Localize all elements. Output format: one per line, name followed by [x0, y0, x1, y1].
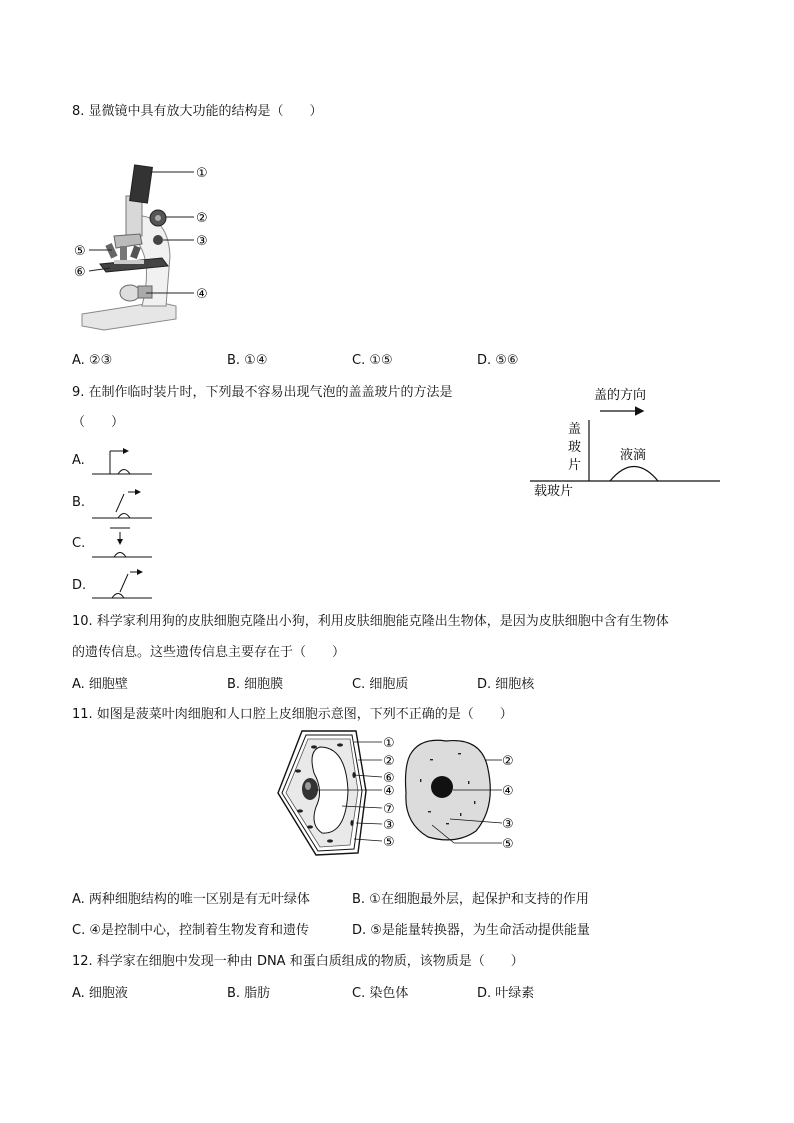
- cell-diagrams-figure: [270, 727, 530, 859]
- plant-marker-2: ②: [383, 754, 395, 769]
- q8-option-a[interactable]: A. ②③: [72, 353, 113, 368]
- animal-marker-2: ②: [502, 754, 514, 769]
- q8-option-b[interactable]: B. ①④: [227, 353, 268, 368]
- q9-option-d[interactable]: D.: [72, 578, 87, 593]
- animal-marker-5: ⑤: [502, 837, 514, 852]
- slide-label: 载玻片: [534, 484, 574, 499]
- direction-label: 盖的方向: [594, 388, 647, 403]
- q12-option-a[interactable]: A. 细胞液: [72, 986, 128, 1001]
- marker-1: ①: [196, 166, 208, 181]
- q10-stem-line1: 10. 科学家利用狗的皮肤细胞克隆出小狗，利用皮肤细胞能克隆出生物体，是因为皮肤细胞中含有生物体: [72, 614, 669, 629]
- q11-option-a[interactable]: A. 两种细胞结构的唯一区别是有无叶绿体: [72, 892, 310, 907]
- q12-option-b[interactable]: B. 脂肪: [227, 986, 271, 1001]
- coverslip-reference-figure: [520, 380, 730, 500]
- coverslip-label-2: 玻: [568, 440, 582, 455]
- marker-5: ⑤: [74, 244, 86, 259]
- q12-option-c[interactable]: C. 染色体: [352, 986, 409, 1001]
- coverslip-label-3: 片: [568, 458, 582, 473]
- q10-option-b[interactable]: B. 细胞膜: [227, 677, 284, 692]
- coverslip-label-1: 盖: [568, 422, 582, 437]
- q9-option-a[interactable]: A.: [72, 453, 85, 468]
- marker-2: ②: [196, 211, 208, 226]
- plant-marker-4: ④: [383, 784, 395, 799]
- marker-3: ③: [196, 234, 208, 249]
- plant-marker-3: ③: [383, 818, 395, 833]
- q12-option-d[interactable]: D. 叶绿素: [477, 986, 535, 1001]
- q10-option-a[interactable]: A. 细胞壁: [72, 677, 128, 692]
- q9-option-d-diagram: [90, 565, 156, 603]
- q10-option-d[interactable]: D. 细胞核: [477, 677, 535, 692]
- droplet-label: 液滴: [620, 448, 647, 463]
- marker-4: ④: [196, 287, 208, 302]
- plant-marker-5: ⑤: [383, 835, 395, 850]
- q9-option-b-diagram: [90, 484, 156, 522]
- q8-option-c[interactable]: C. ①⑤: [352, 353, 393, 368]
- q8-option-d[interactable]: D. ⑤⑥: [477, 353, 519, 368]
- q11-option-d[interactable]: D. ⑤是能量转换器，为生命活动提供能量: [352, 923, 590, 938]
- q11-option-c[interactable]: C. ④是控制中心，控制着生物发育和遗传: [72, 923, 309, 938]
- q8-stem: 8. 显微镜中具有放大功能的结构是（ ）: [72, 104, 323, 119]
- q9-option-a-diagram: [90, 443, 156, 479]
- animal-marker-4: ④: [502, 784, 514, 799]
- microscope-figure: [70, 156, 220, 338]
- q11-stem: 11. 如图是菠菜叶肉细胞和人口腔上皮细胞示意图，下列不正确的是（ ）: [72, 707, 513, 722]
- q10-stem-line2: 的遗传信息。这些遗传信息主要存在于（ ）: [72, 645, 346, 660]
- q9-option-c-diagram: [90, 524, 156, 562]
- animal-marker-3: ③: [502, 817, 514, 832]
- q9-paren: （ ）: [72, 415, 125, 430]
- plant-cell: [278, 731, 366, 855]
- q9-option-c[interactable]: C.: [72, 536, 86, 551]
- q12-stem: 12. 科学家在细胞中发现一种由 DNA 和蛋白质组成的物质，该物质是（ ）: [72, 954, 524, 969]
- plant-marker-6: ⑥: [383, 771, 395, 786]
- q9-option-b[interactable]: B.: [72, 495, 86, 510]
- marker-6: ⑥: [74, 265, 86, 280]
- plant-marker-1: ①: [383, 736, 395, 751]
- q11-option-b[interactable]: B. ①在细胞最外层，起保护和支持的作用: [352, 892, 589, 907]
- q9-stem: 9. 在制作临时装片时，下列最不容易出现气泡的盖盖玻片的方法是: [72, 385, 453, 400]
- q10-option-c[interactable]: C. 细胞质: [352, 677, 409, 692]
- plant-marker-7: ⑦: [383, 802, 395, 817]
